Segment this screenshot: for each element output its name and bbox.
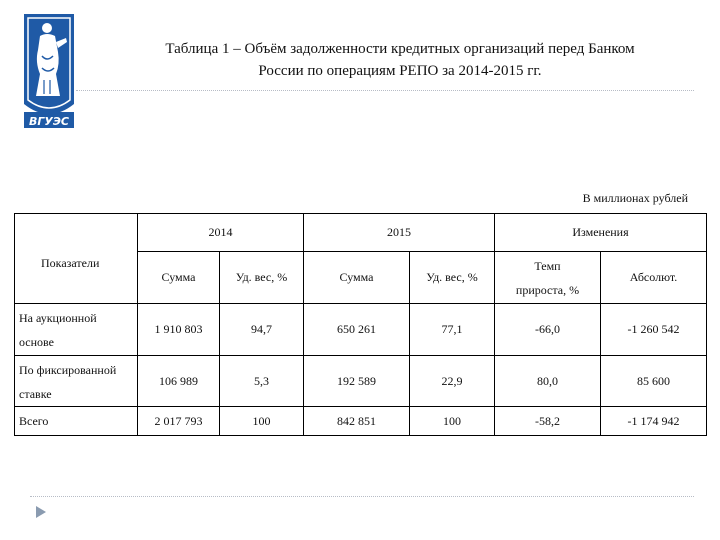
unit-note: В миллионах рублей bbox=[582, 191, 688, 205]
row-label bbox=[15, 356, 138, 407]
cell-share-2014: 94,7 bbox=[220, 304, 304, 356]
cell-abs: 85 600 bbox=[601, 356, 707, 407]
row-label-line2: основе bbox=[19, 335, 54, 349]
cell-sum-2014: 106 989 bbox=[138, 356, 220, 407]
cell-growth: 80,0 bbox=[495, 356, 601, 407]
subheader-growth-line1: Темп bbox=[534, 258, 561, 273]
cell-growth: -58,2 bbox=[495, 407, 601, 436]
cell-sum-2014: 2 017 793 bbox=[138, 407, 220, 436]
row-label bbox=[15, 407, 138, 436]
cell-share-2015: 22,9 bbox=[410, 356, 495, 407]
cell-growth: -66,0 bbox=[495, 304, 601, 356]
row-label-line1: Всего bbox=[19, 413, 49, 428]
cell-share-2015: 77,1 bbox=[410, 304, 495, 356]
row-label bbox=[15, 304, 138, 356]
header-changes: Изменения bbox=[495, 214, 707, 252]
row-label-line1: На аукционной bbox=[19, 311, 97, 325]
title-line-2: России по операциям РЕПО за 2014-2015 гг. bbox=[258, 63, 542, 79]
footer-divider bbox=[30, 496, 694, 497]
next-slide-arrow-icon[interactable] bbox=[35, 505, 47, 519]
cell-abs: -1 260 542 bbox=[601, 304, 707, 356]
cell-abs: -1 174 942 bbox=[601, 407, 707, 436]
subheader-sum-2015: Сумма bbox=[304, 252, 410, 304]
header-2015: 2015 bbox=[304, 214, 495, 252]
title-divider bbox=[76, 90, 694, 91]
cell-share-2015: 100 bbox=[410, 407, 495, 436]
cell-share-2014: 100 bbox=[220, 407, 304, 436]
cell-sum-2015: 650 261 bbox=[304, 304, 410, 356]
table-row bbox=[15, 356, 707, 407]
cell-sum-2014: 1 910 803 bbox=[138, 304, 220, 356]
cell-sum-2015: 192 589 bbox=[304, 356, 410, 407]
logo-text: ВГУЭС bbox=[28, 115, 70, 128]
subheader-growth bbox=[495, 252, 601, 304]
university-logo bbox=[20, 12, 78, 130]
title-line-1: Таблица 1 – Объём задолженности кредитных организаций перед Банком bbox=[165, 41, 635, 57]
row-label-line1: По фиксированной bbox=[19, 363, 117, 377]
subheader-growth-line2: прироста, % bbox=[515, 282, 580, 297]
subheader-sum-2014: Сумма bbox=[138, 252, 220, 304]
row-label-line2: ставке bbox=[19, 387, 52, 401]
cell-share-2014: 5,3 bbox=[220, 356, 304, 407]
table-row bbox=[15, 304, 707, 356]
header-indicators: Показатели bbox=[15, 214, 138, 304]
cell-sum-2015: 842 851 bbox=[304, 407, 410, 436]
table-title bbox=[100, 38, 700, 82]
subheader-abs: Абсолют. bbox=[601, 252, 707, 304]
header-2014: 2014 bbox=[138, 214, 304, 252]
table-row bbox=[15, 407, 707, 436]
subheader-share-2014: Уд. вес, % bbox=[220, 252, 304, 304]
repo-debt-table bbox=[14, 213, 707, 436]
subheader-share-2015: Уд. вес, % bbox=[410, 252, 495, 304]
